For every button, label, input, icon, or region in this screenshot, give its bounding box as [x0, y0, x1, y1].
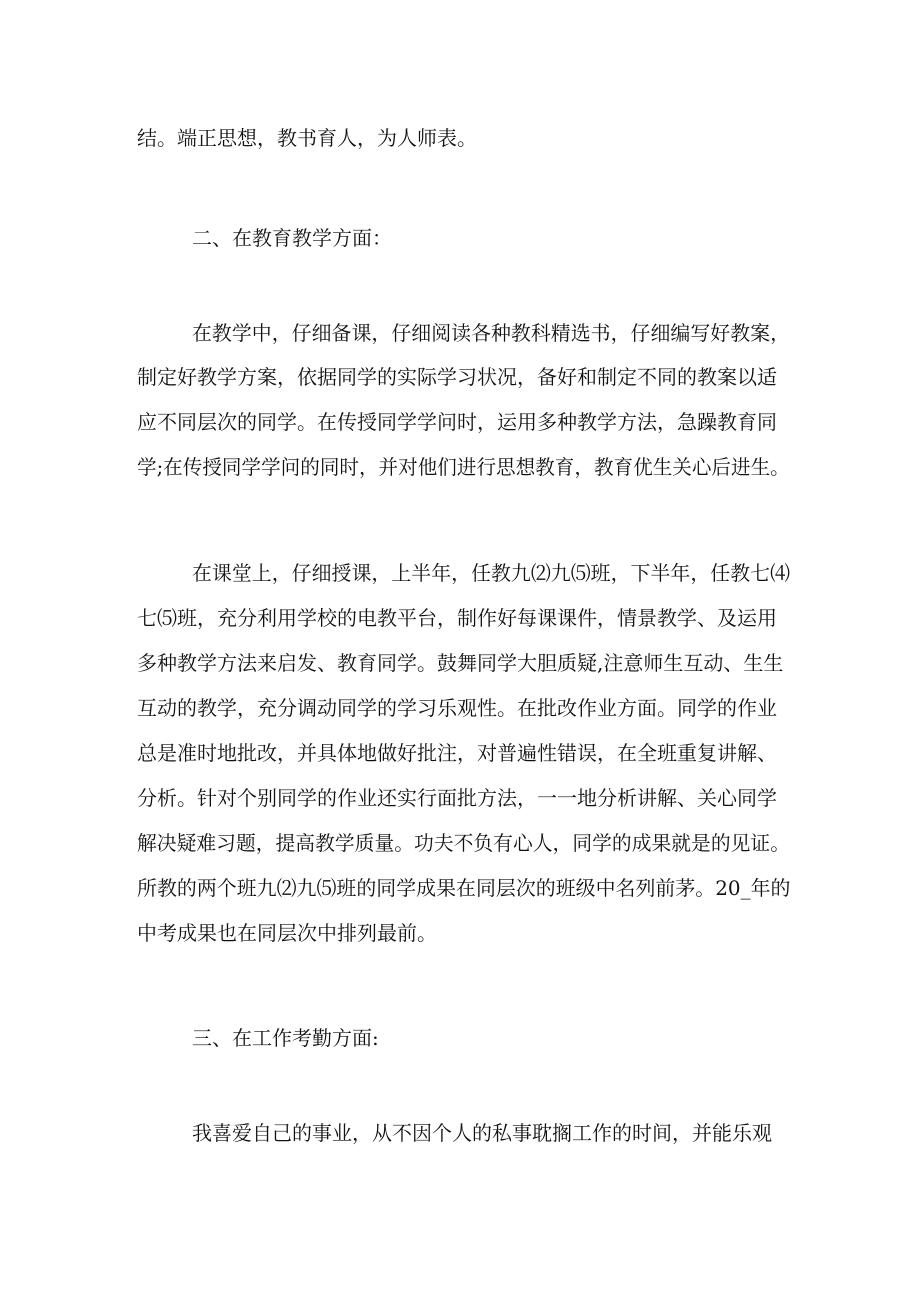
text-line: 应不同层次的同学。在传授同学学问时，运用多种教学方法，急躁教育同 — [137, 410, 777, 434]
text-line: 分析。针对个别同学的作业还实行面批方法，一一地分析讲解、关心同学 — [137, 786, 777, 810]
text-line: 七⑸班，充分利用学校的电教平台，制作好每课课件，情景教学、及运用 — [137, 606, 777, 630]
text-line: 在教学中，仔细备课，仔细阅读各种教科精选书，仔细编写好教案， — [192, 321, 790, 345]
text-line: 制定好教学方案，依据同学的实际学习状况，备好和制定不同的教案以适 — [137, 365, 777, 389]
text-line: 我喜爱自己的事业，从不因个人的私事耽搁工作的时间，并能乐观 — [192, 1121, 772, 1145]
text-line: 解决疑难习题，提高教学质量。功夫不负有心人，同学的成果就是的见证。 — [137, 831, 790, 855]
text-line: 结。端正思想，教书育人，为人师表。 — [137, 126, 477, 150]
text-line: 中考成果也在同层次中排列最前。 — [137, 921, 437, 945]
text-line: 在课堂上，仔细授课，上半年，任教九⑵九⑸班，下半年，任教七⑷ — [192, 561, 790, 585]
text-line: 互动的教学，充分调动同学的学习乐观性。在批改作业方面。同学的作业 — [137, 696, 777, 720]
text-line: 所教的两个班九⑵九⑸班的同学成果在同层次的班级中名列前茅。20_年的 — [137, 876, 791, 900]
section-heading: 三、在工作考勤方面: — [192, 1026, 379, 1050]
text-line: 学;在传授同学学问的同时，并对他们进行思想教育，教育优生关心后进生。 — [137, 455, 790, 479]
text-line: 多种教学方法来启发、教育同学。鼓舞同学大胆质疑,注意师生互动、生生 — [137, 651, 784, 675]
section-heading: 二、在教育教学方面： — [192, 226, 392, 250]
text-line: 总是准时地批改，并具体地做好批注，对普遍性错误，在全班重复讲解、 — [137, 741, 777, 765]
